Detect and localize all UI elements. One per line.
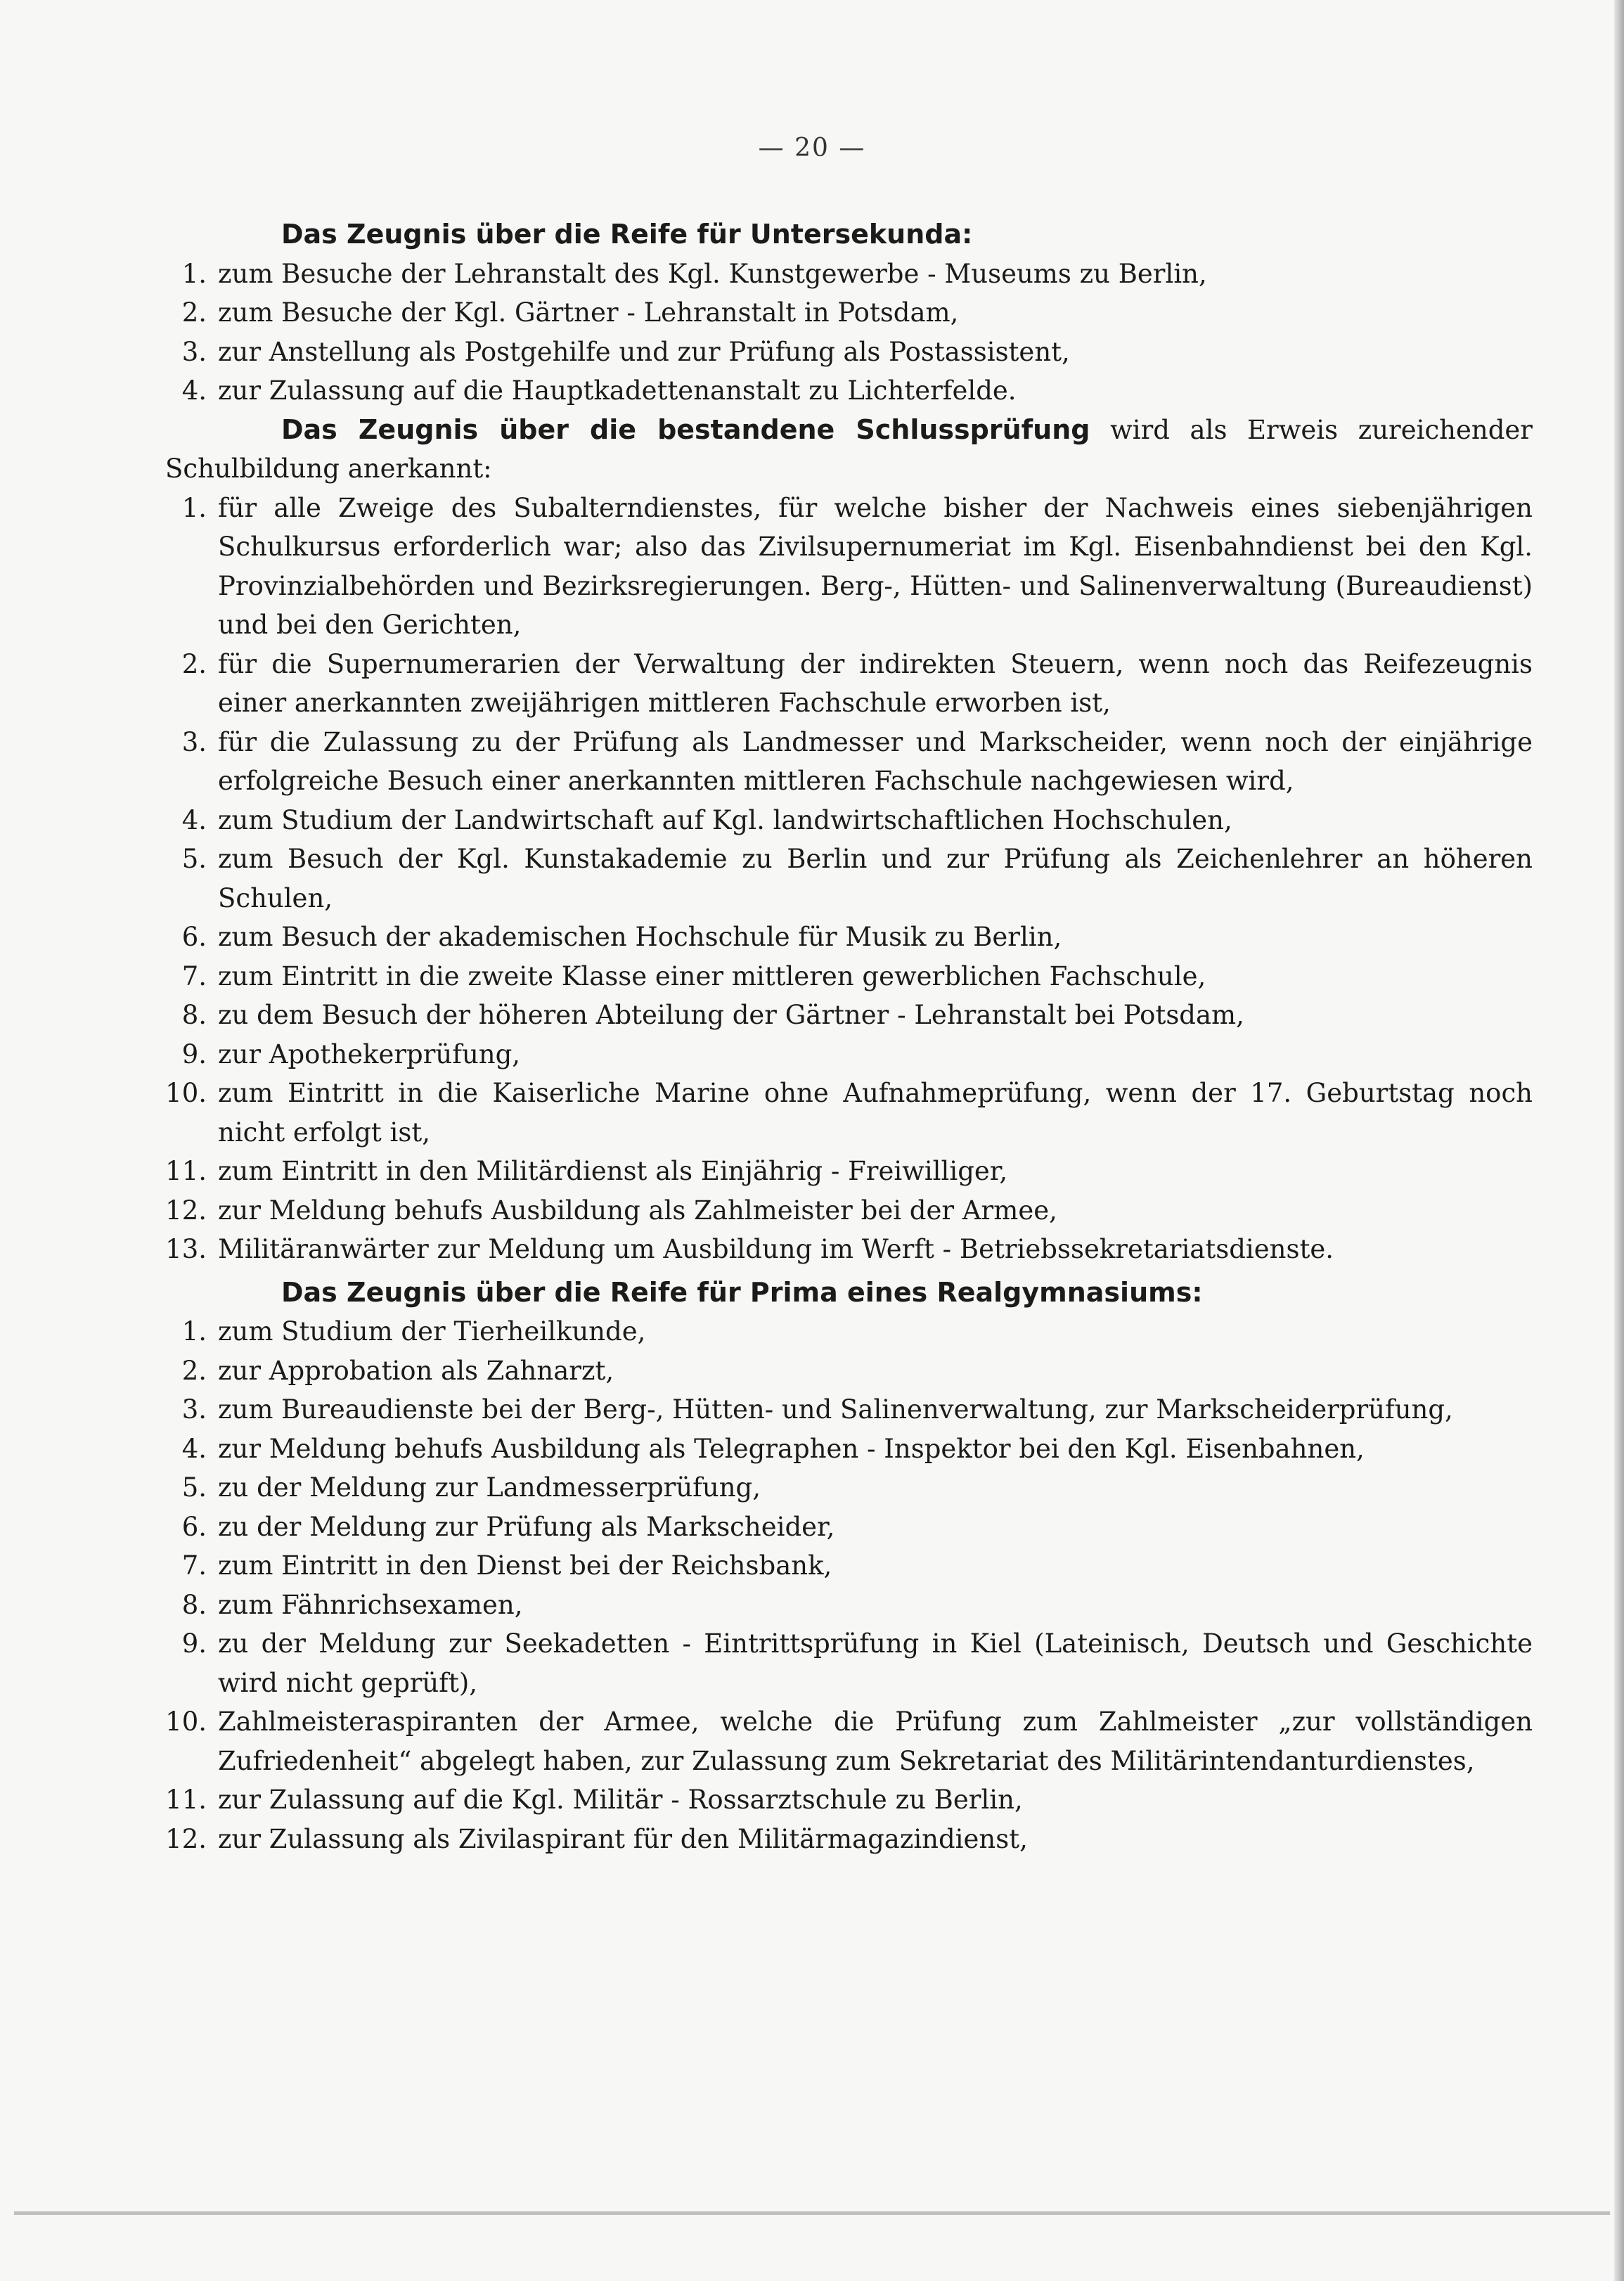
item-text: Zahlmeisteraspiranten der Armee, welche die Prüfung zum Zahlmeister „zur vollständigen Zufriedenheit“ abgelegt haben, zur Zulassung zum Sekretariat des Militärintendanturdienstes, (218, 1707, 1533, 1776)
item-number: 5. (181, 844, 207, 874)
item-number: 13. (165, 1234, 207, 1264)
item-text: für alle Zweige des Subalterndienstes, für welche bisher der Nachweis eines siebenjährigen Schulkursus erforderlich war; also das Zivilsupernumeriat im Kgl. Eisenbahndienst bei den Kgl. Provinzialbehörden und Bezirksregierungen. Berg-, Hütten- und Salinenverwaltung (Bureaudienst) und bei den Gerichten, (218, 492, 1533, 640)
list-item (165, 1546, 1533, 1586)
item-text: zum Studium der Landwirtschaft auf Kgl. landwirtschaftlichen Hochschulen, (218, 804, 1232, 835)
list-item (165, 801, 1533, 840)
item-number: 7. (181, 960, 207, 991)
intro-rest: wird als Erweis zureichender Schulbildung anerkannt: (165, 414, 1533, 484)
list-item (165, 1230, 1533, 1269)
list-untersekunda (165, 255, 1533, 411)
list-realgymnasium (165, 1312, 1533, 1858)
item-number: 4. (181, 375, 207, 406)
intro-bold: Das Zeugnis über die bestandene Schlussprüfung (281, 413, 1090, 445)
list-item (165, 1820, 1533, 1859)
item-number: 1. (181, 258, 207, 289)
item-text: zur Zulassung auf die Kgl. Militär - Rossarztschule zu Berlin, (218, 1785, 1023, 1815)
item-text: zum Eintritt in den Militärdienst als Einjährig - Freiwilliger, (218, 1156, 1008, 1186)
list-item (165, 918, 1533, 957)
item-number: 12. (165, 1195, 207, 1226)
item-number: 9. (181, 1039, 207, 1069)
item-text: zur Meldung behufs Ausbildung als Zahlmeister bei der Armee, (218, 1195, 1057, 1226)
item-number: 3. (181, 726, 207, 757)
item-number: 4. (181, 804, 207, 835)
item-text: zum Besuch der akademischen Hochschule für Musik zu Berlin, (218, 922, 1062, 952)
item-number: 6. (181, 1511, 207, 1542)
item-number: 11. (165, 1156, 207, 1186)
item-number: 6. (181, 922, 207, 952)
item-text: zu der Meldung zur Prüfung als Markscheider, (218, 1511, 835, 1542)
item-text: zur Zulassung auf die Hauptkadettenanstalt zu Lichterfelde. (218, 375, 1017, 406)
item-number: 2. (181, 297, 207, 328)
list-item (165, 1074, 1533, 1152)
item-text: zum Studium der Tierheilkunde, (218, 1316, 646, 1347)
item-text: zum Besuche der Kgl. Gärtner - Lehranstalt in Potsdam, (218, 297, 959, 328)
item-number: 8. (181, 1589, 207, 1620)
list-item (165, 1702, 1533, 1780)
page-edge (1614, 0, 1624, 2281)
list-item (165, 957, 1533, 996)
list-item (165, 255, 1533, 294)
item-text: zu der Meldung zur Seekadetten - Eintrittsprüfung in Kiel (Lateinisch, Deutsch und Geschichte wird nicht geprüft), (218, 1628, 1533, 1698)
list-item (165, 1624, 1533, 1702)
section-title-realgymnasium: Das Zeugnis über die Reife für Prima eines Realgymnasiums: (281, 1276, 1203, 1308)
item-number: 2. (181, 648, 207, 679)
item-text: zu der Meldung zur Landmesserprüfung, (218, 1472, 761, 1503)
list-item (165, 723, 1533, 801)
list-item (165, 1312, 1533, 1351)
list-item (165, 1586, 1533, 1625)
list-item (165, 1035, 1533, 1074)
item-number: 9. (181, 1628, 207, 1659)
item-text: für die Supernumerarien der Verwaltung der indirekten Steuern, wenn noch das Reifezeugnis einer anerkannten zweijährigen mittleren Fachschule erworben ist, (218, 648, 1533, 718)
item-number: 2. (181, 1355, 207, 1386)
item-number: 4. (181, 1433, 207, 1464)
item-number: 7. (181, 1550, 207, 1581)
item-text: zur Meldung behufs Ausbildung als Telegraphen - Inspektor bei den Kgl. Eisenbahnen, (218, 1433, 1365, 1464)
item-number: 3. (181, 1394, 207, 1425)
list-item (165, 1351, 1533, 1391)
page-content (165, 211, 1533, 1858)
list-item (165, 996, 1533, 1035)
item-text: zum Eintritt in den Dienst bei der Reichsbank, (218, 1550, 832, 1581)
item-text: zum Besuch der Kgl. Kunstakademie zu Berlin und zur Prüfung als Zeichenlehrer an höheren Schulen, (218, 844, 1533, 913)
item-text: zum Besuche der Lehranstalt des Kgl. Kunstgewerbe - Museums zu Berlin, (218, 258, 1207, 289)
item-number: 1. (181, 1316, 207, 1347)
list-item (165, 333, 1533, 372)
item-text: zur Apothekerprüfung, (218, 1039, 521, 1069)
list-item (165, 293, 1533, 333)
list-item (165, 1780, 1533, 1820)
list-item (165, 1390, 1533, 1429)
section-intro-schlusspruefung (165, 411, 1533, 489)
item-text: zu dem Besuch der höheren Abteilung der Gärtner - Lehranstalt bei Potsdam, (218, 1000, 1244, 1030)
item-number: 1. (181, 492, 207, 523)
list-item (165, 1468, 1533, 1508)
item-number: 5. (181, 1472, 207, 1503)
bottom-rule (14, 2211, 1610, 2215)
item-text: zur Zulassung als Zivilaspirant für den Militärmagazindienst, (218, 1823, 1028, 1854)
list-item (165, 1152, 1533, 1191)
item-number: 12. (165, 1823, 207, 1854)
item-number: 10. (165, 1078, 207, 1108)
item-text: zum Eintritt in die Kaiserliche Marine ohne Aufnahmeprüfung, wenn der 17. Geburtstag noch nicht erfolgt ist, (218, 1078, 1533, 1148)
item-number: 8. (181, 1000, 207, 1030)
list-item (165, 371, 1533, 411)
list-item (165, 1508, 1533, 1547)
item-text: zum Eintritt in die zweite Klasse einer mittleren gewerblichen Fachschule, (218, 960, 1206, 991)
list-item (165, 1429, 1533, 1469)
item-text: zum Bureaudienste bei der Berg-, Hütten- und Salinenverwaltung, zur Markscheiderprüfung, (218, 1394, 1453, 1425)
item-text: zur Anstellung als Postgehilfe und zur Prüfung als Postassistent, (218, 336, 1070, 367)
section-title-untersekunda: Das Zeugnis über die Reife für Untersekunda: (281, 219, 973, 250)
list-schlusspruefung (165, 489, 1533, 1269)
item-text: Militäranwärter zur Meldung um Ausbildung im Werft - Betriebssekretariatsdienste. (218, 1234, 1334, 1264)
list-item (165, 645, 1533, 723)
item-text: für die Zulassung zu der Prüfung als Landmesser und Markscheider, wenn noch der einjährige erfolgreiche Besuch einer anerkannten mittleren Fachschule nachgewiesen wird, (218, 726, 1533, 796)
item-number: 11. (165, 1785, 207, 1815)
item-number: 10. (165, 1707, 207, 1737)
item-text: zur Approbation als Zahnarzt, (218, 1355, 614, 1386)
list-item (165, 489, 1533, 645)
page-number: — 20 — (758, 134, 866, 162)
item-number: 3. (181, 336, 207, 367)
item-text: zum Fähnrichsexamen, (218, 1589, 523, 1620)
list-item (165, 1191, 1533, 1231)
list-item (165, 840, 1533, 918)
